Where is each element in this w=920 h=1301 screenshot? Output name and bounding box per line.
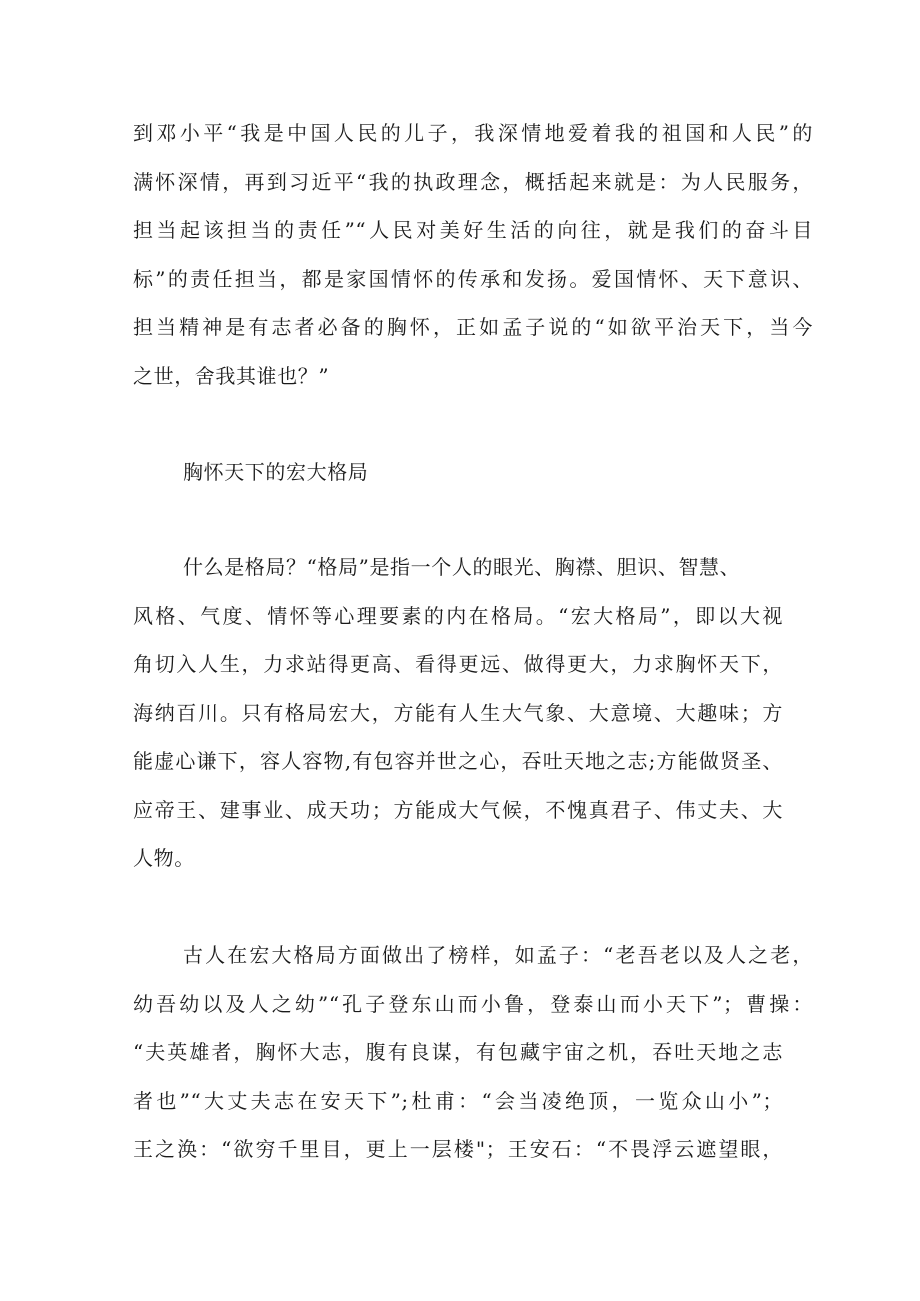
paragraph-3-line: 古人在宏大格局方面做出了榜样，如孟子：“老吾老以及人之老， xyxy=(183,943,813,967)
paragraph-2-line: 角切入人生，力求站得更高、看得更远、做得更大，力求胸怀天下， xyxy=(133,652,783,676)
paragraph-1-line: 担当起该担当的责任”“人民对美好生活的向往，就是我们的奋斗目 xyxy=(133,218,813,242)
paragraph-2-line: 人物。 xyxy=(133,846,195,870)
paragraph-3-line: “夫英雄者，胸怀大志，腹有良谋，有包藏宇宙之机，吞吐天地之志 xyxy=(133,1040,783,1064)
paragraph-2-line: 应帝王、建事业、成天功；方能成大气候，不愧真君子、伟丈夫、大 xyxy=(133,798,783,822)
paragraph-2-line: 风格、气度、情怀等心理要素的内在格局。“宏大格局”，即以大视 xyxy=(133,604,783,628)
paragraph-1-line: 之世，舍我其谁也？” xyxy=(133,364,330,388)
paragraph-1-line: 到邓小平“我是中国人民的儿子，我深情地爱着我的祖国和人民”的 xyxy=(133,121,813,145)
paragraph-1-line: 标”的责任担当，都是家国情怀的传承和发扬。爱国情怀、天下意识、 xyxy=(133,267,813,291)
paragraph-3-line: 幼吾幼以及人之幼”“孔子登东山而小鲁，登泰山而小天下”；曹操： xyxy=(133,992,813,1016)
paragraph-2-line: 海纳百川。只有格局宏大，方能有人生大气象、大意境、大趣味；方 xyxy=(133,701,783,725)
paragraph-1-line: 满怀深情，再到习近平“我的执政理念，概括起来就是：为人民服务， xyxy=(133,170,813,194)
section-heading: 胸怀天下的宏大格局 xyxy=(183,460,369,484)
paragraph-3-line: 王之涣：“欲穷千里目，更上一层楼"；王安石：“不畏浮云遮望眼， xyxy=(133,1137,783,1161)
paragraph-2-line: 什么是格局？“格局”是指一个人的眼光、胸襟、胆识、智慧、 xyxy=(183,555,741,579)
paragraph-2-line: 能虚心谦下，容人容物,有包容并世之心，吞吐天地之志;方能做贤圣、 xyxy=(133,749,783,773)
paragraph-3-line: 者也”“大丈夫志在安天下”;杜甫：“会当凌绝顶，一览众山小”； xyxy=(133,1089,783,1113)
paragraph-1-line: 担当精神是有志者必备的胸怀，正如孟子说的“如欲平治天下，当今 xyxy=(133,315,813,339)
